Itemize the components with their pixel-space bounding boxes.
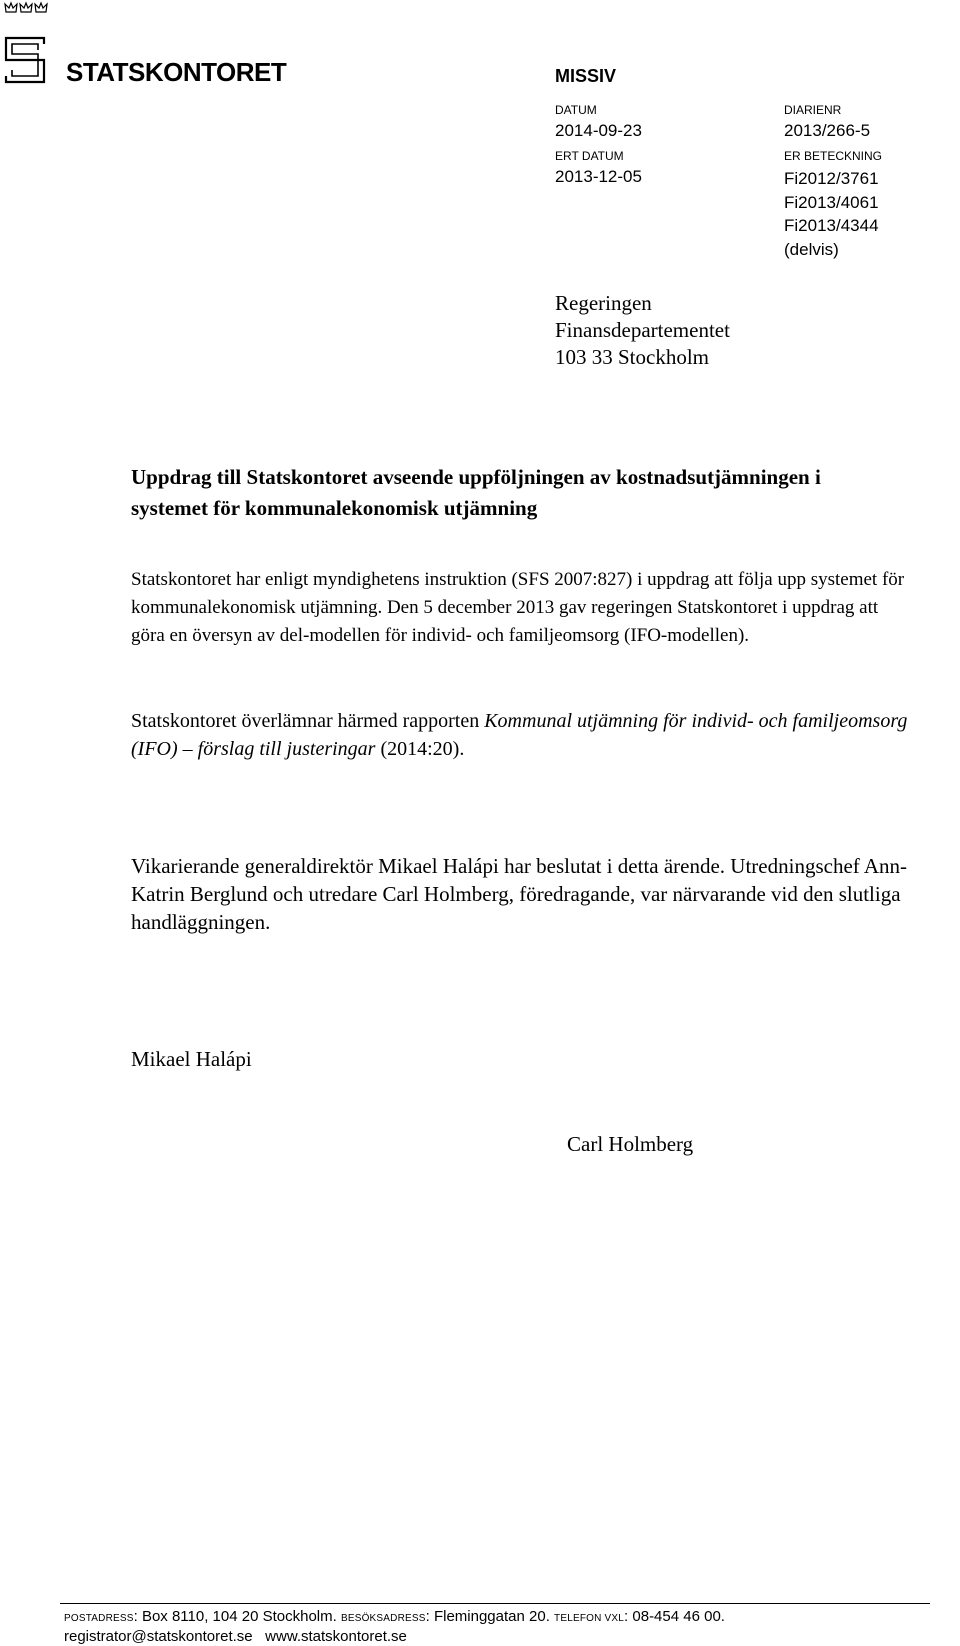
postadress-label: POSTADRESS bbox=[64, 1613, 134, 1624]
signature-name-1: Mikael Halápi bbox=[131, 1047, 252, 1071]
datum-value: 2014-09-23 bbox=[555, 121, 642, 140]
er-beteckning-label: ER BETECKNING bbox=[784, 149, 883, 163]
email-link[interactable]: registrator@statskontoret.se bbox=[64, 1628, 253, 1645]
doc-type: MISSIV bbox=[555, 66, 617, 86]
telefon-label: TELEFON VXL bbox=[554, 1613, 625, 1624]
postadress-value: : Box 8110, 104 20 Stockholm. bbox=[133, 1608, 341, 1625]
besoksadress-value: : Fleminggatan 20. bbox=[425, 1608, 555, 1625]
website-link[interactable]: www.statskontoret.se bbox=[265, 1628, 407, 1645]
recipient-address bbox=[555, 290, 730, 371]
diarienr-value: 2013/266-5 bbox=[784, 121, 871, 140]
diarienr-label: DIARIENR bbox=[784, 103, 842, 117]
datum-label: DATUM bbox=[555, 103, 597, 117]
er-beteckning-item: Fi2013/4344 bbox=[784, 216, 879, 235]
er-beteckning-list bbox=[784, 167, 879, 261]
paragraph-report bbox=[131, 707, 911, 763]
er-beteckning-item: Fi2013/4061 bbox=[784, 192, 879, 212]
footer-divider bbox=[60, 1603, 930, 1604]
paragraph-decision: Vikarierande generaldirektör Mikael Halápi har beslutat i detta ärende. Utredningschef Ann-Katrin Berglund och utredare Carl Holmberg, föredragande, var närvarande vid den slutliga handläggningen. bbox=[131, 854, 908, 934]
er-beteckning-item: (delvis) bbox=[784, 239, 839, 259]
paragraph-report-prefix: Statskontoret överlämnar härmed rapporten bbox=[131, 710, 485, 732]
paragraph-assignment: Statskontoret har enligt myndighetens instruktion (SFS 2007:827) i uppdrag att följa upp systemet för kommunalekonomisk utjämning. Den 5 december 2013 gav regeringen Statskontoret i uppdrag att göra en översyn av del-modellen för individ- och familjeomsorg (IFO-modellen). bbox=[131, 569, 905, 646]
statskontoret-logo bbox=[0, 0, 330, 90]
recipient-line: Regeringen bbox=[555, 291, 652, 315]
er-beteckning-item: Fi2012/3761 bbox=[784, 169, 879, 188]
ert-datum-label: ERT DATUM bbox=[555, 149, 624, 163]
footer-address-line bbox=[64, 1608, 725, 1628]
footer bbox=[64, 1608, 725, 1646]
telefon-value: : 08-454 46 00. bbox=[624, 1608, 725, 1625]
footer-contact-line bbox=[64, 1628, 725, 1646]
s-shield-icon bbox=[0, 0, 50, 90]
brand-wordmark: STATSKONTORET bbox=[66, 57, 287, 87]
recipient-line: 103 33 Stockholm bbox=[555, 345, 710, 369]
besoksadress-label: BESÖKSADRESS bbox=[340, 1613, 426, 1624]
paragraph-report-suffix: (2014:20). bbox=[375, 738, 465, 760]
letter-title: Uppdrag till Statskontoret avseende uppföljningen av kostnadsutjämningen i systemet för kommunalekonomisk utjämning bbox=[131, 465, 821, 520]
report-title: Kommunal utjämning för individ- och familjeomsorg (IFO) – förslag till justeringar bbox=[131, 710, 908, 760]
recipient-line: Finansdepartementet bbox=[555, 318, 730, 342]
ert-datum-value: 2013-12-05 bbox=[555, 167, 642, 186]
signature-name-2: Carl Holmberg bbox=[567, 1132, 694, 1156]
